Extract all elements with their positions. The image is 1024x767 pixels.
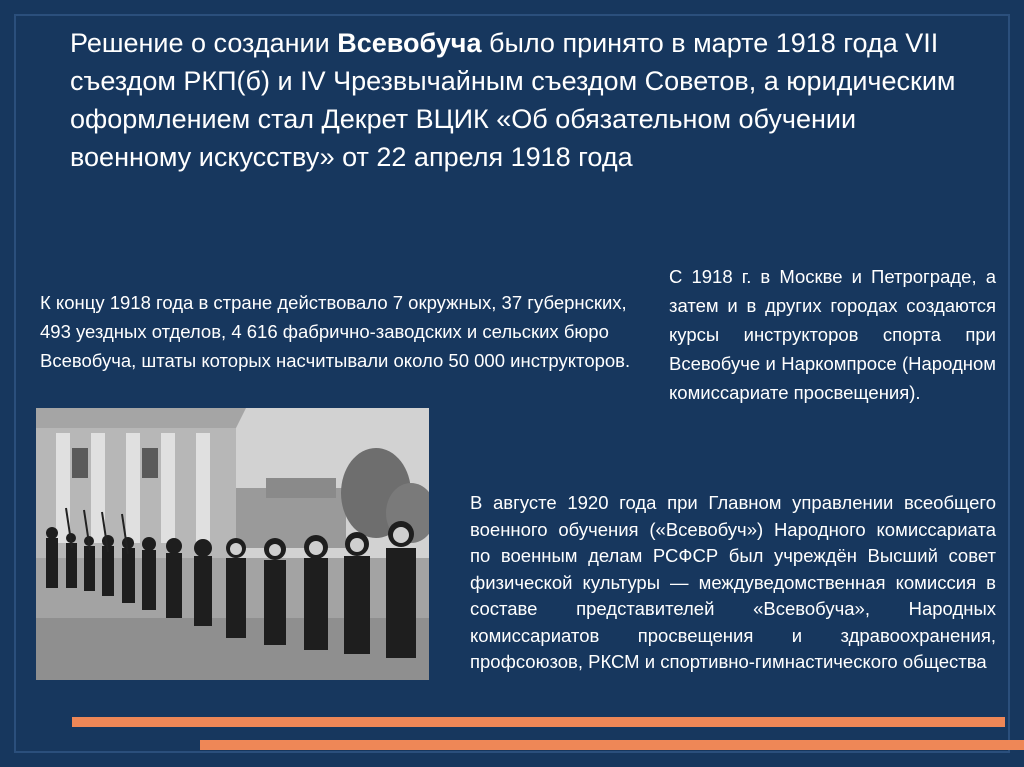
- title-text-start: Решение о создании: [70, 28, 338, 58]
- title-bold-term: Всевобуча: [337, 28, 482, 58]
- statistics-paragraph: К концу 1918 года в стране действовало 7 окружных, 37 губернских, 493 уездных отделов, 4 616 фабрично-заводских и сельских бюро Всевобуча, штаты которых насчитывали около 50 000 инструкторов.: [40, 292, 631, 371]
- slide-title: [70, 24, 970, 176]
- title-text-end: было принято в марте 1918 года VII съездом РКП(б) и IV Чрезвычайным съездом Советов, а юридическим оформлением стал Декрет ВЦИК «Об обязательном обучении военному искусству» от 22 апреля 1918 года: [70, 28, 956, 172]
- historical-photo: [36, 408, 429, 680]
- supreme-council-paragraph: В августе 1920 года при Главном управлении всеобщего военного обучения («Всевобуч») Народного комиссариата по военным делам РСФСР был учреждён Высший совет физической культуры — междуведомственная комиссия в составе представителей «Всевобуча», Народных комиссариатов просвещения и здравоохранения, профсоюзов, РКСМ и спортивно-гимнастического общества: [470, 492, 996, 672]
- marching-women-photo-image: [36, 408, 429, 680]
- accent-stripe-top: [72, 717, 1005, 727]
- instructor-courses-paragraph: С 1918 г. в Москве и Петрограде, а затем и в других городах создаются курсы инструкторов спорта при Всевобуче и Наркомпросе (Народном комиссариате просвещения).: [669, 266, 996, 403]
- accent-stripe-bottom: [200, 740, 1024, 750]
